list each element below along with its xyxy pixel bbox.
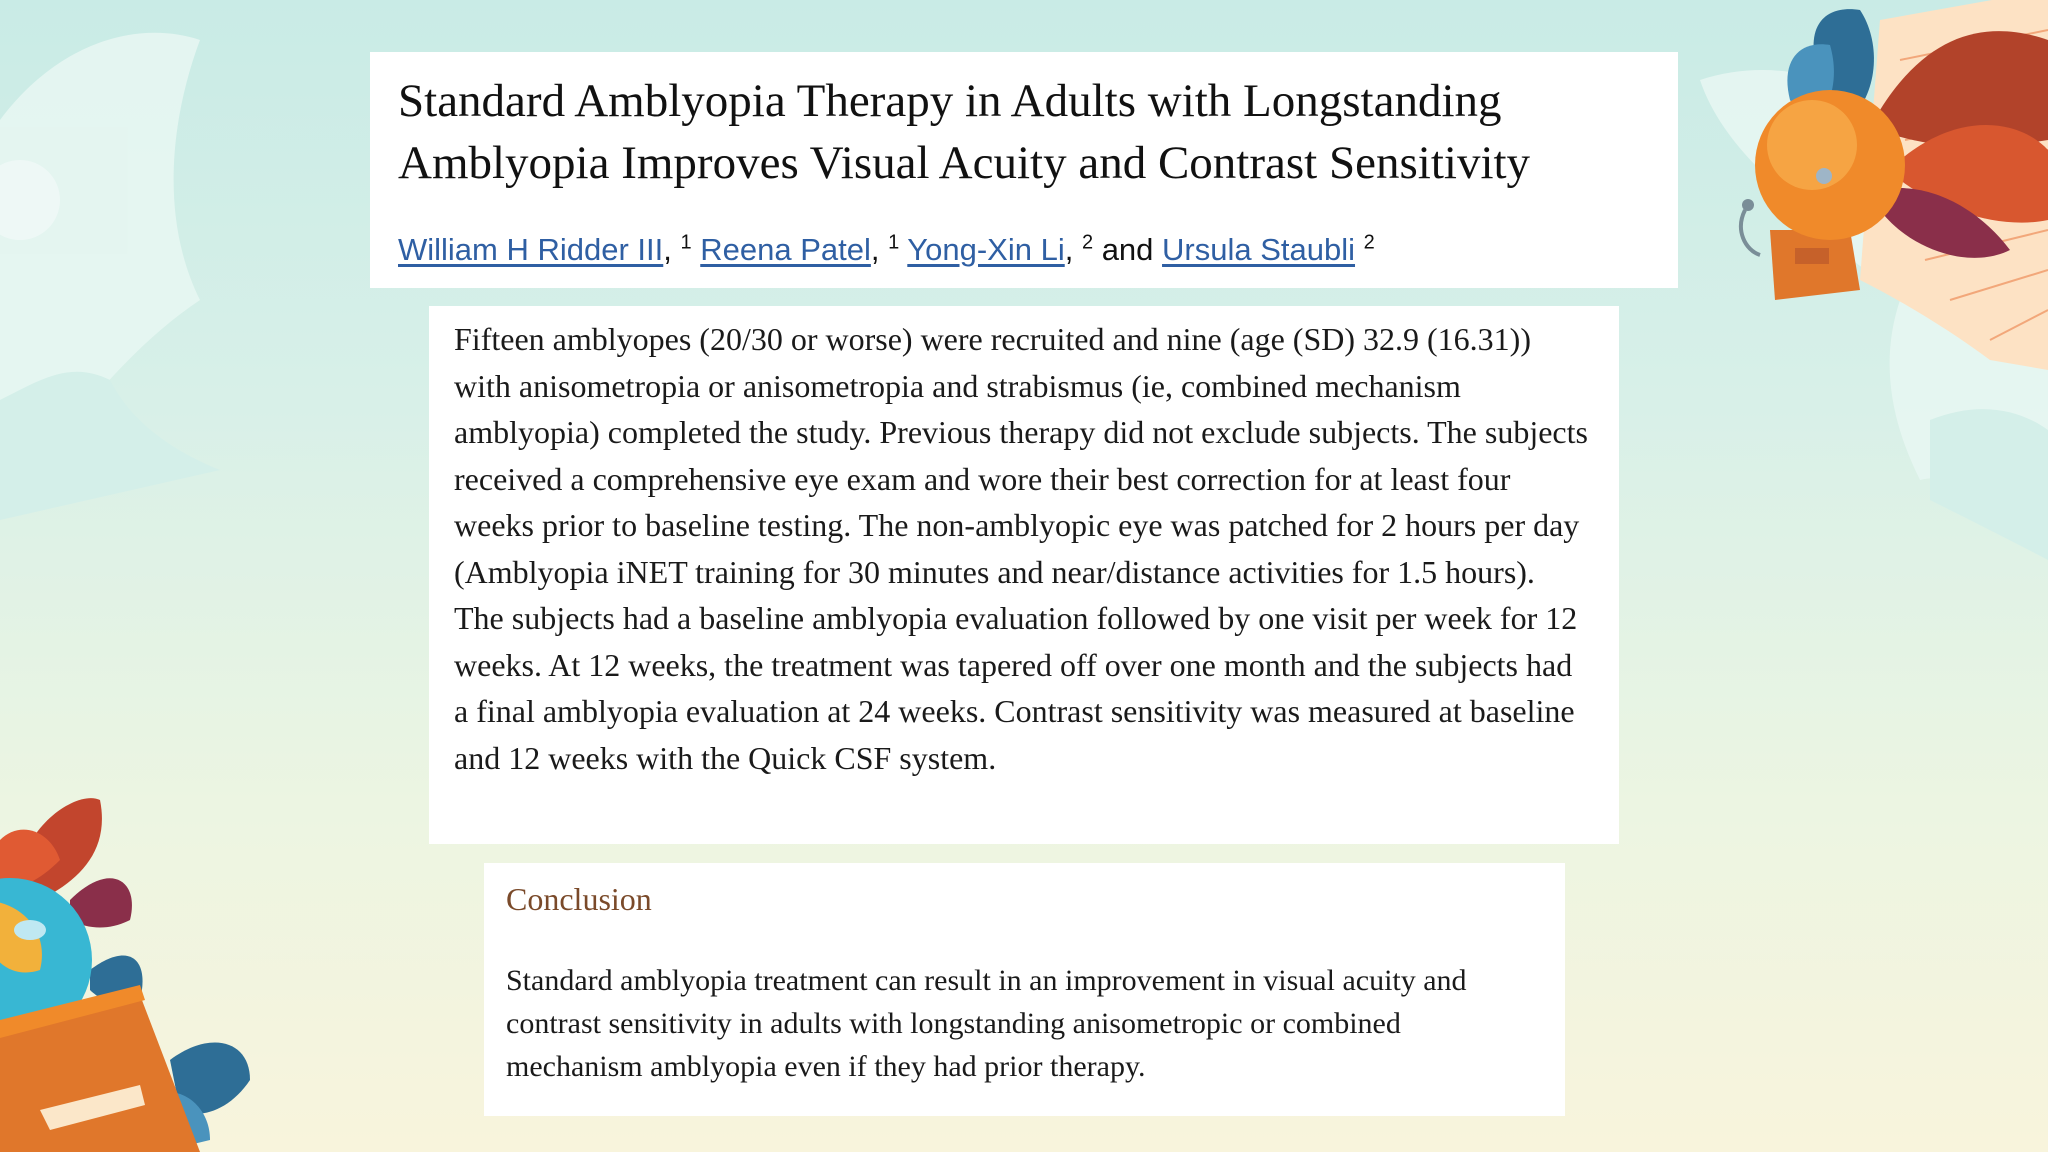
author-link-william-ridder[interactable]: William H Ridder III <box>398 232 664 267</box>
affiliation-marker: 1 <box>680 231 692 254</box>
affiliation-marker: 2 <box>1081 231 1094 254</box>
affiliation-marker: 1 <box>888 231 900 254</box>
author-conjunction: and <box>1093 232 1163 267</box>
author-link-reena-patel[interactable]: Reena Patel <box>700 232 871 267</box>
conclusion-heading: Conclusion <box>506 881 652 917</box>
author-link-ursula-staubli[interactable]: Ursula Staubli <box>1162 232 1356 267</box>
author-list <box>398 232 1650 268</box>
author-link-yong-xin-li[interactable]: Yong-Xin Li <box>907 232 1065 267</box>
article-title <box>398 70 1650 194</box>
affiliation-marker: 2 <box>1363 231 1375 254</box>
author-separator: , <box>663 232 681 267</box>
article-title-line-1: Standard Amblyopia Therapy in Adults with Longstanding <box>398 75 1502 127</box>
conclusion-card <box>484 863 1565 1116</box>
abstract-paragraph: Fifteen amblyopes (20/30 or worse) were recruited and nine (age (SD) 32.9 (16.31)) with anisometropia or anisometropia and strabismus (ie, combined mechanism amblyopia) completed the study. Previous therapy did not exclude subjects. The subjects received a comprehensive eye exam and wore their best correction for at least four weeks prior to baseline testing. The non-amblyopic eye was patched for 2 hours per day (Amblyopia iNET training for 30 minutes and near/distance activities for 1.5 hours). The subjects had a baseline amblyopia evaluation followed by one visit per week for 12 weeks. At 12 weeks, the treatment was tapered off over one month and the subjects had a final amblyopia evaluation at 24 weeks. Contrast sensitivity was measured at baseline and 12 weeks with the Quick CSF system. <box>454 321 1588 776</box>
abstract-card <box>429 306 1619 844</box>
article-title-line-2: Amblyopia Improves Visual Acuity and Contrast Sensitivity <box>398 137 1531 189</box>
title-card <box>370 52 1678 288</box>
conclusion-paragraph: Standard amblyopia treatment can result in an improvement in visual acuity and contrast sensitivity in adults with longstanding anisometropic or combined mechanism amblyopia even if they had prior therapy. <box>506 964 1467 1083</box>
author-separator: , <box>870 232 889 267</box>
author-separator: , <box>1064 232 1082 267</box>
